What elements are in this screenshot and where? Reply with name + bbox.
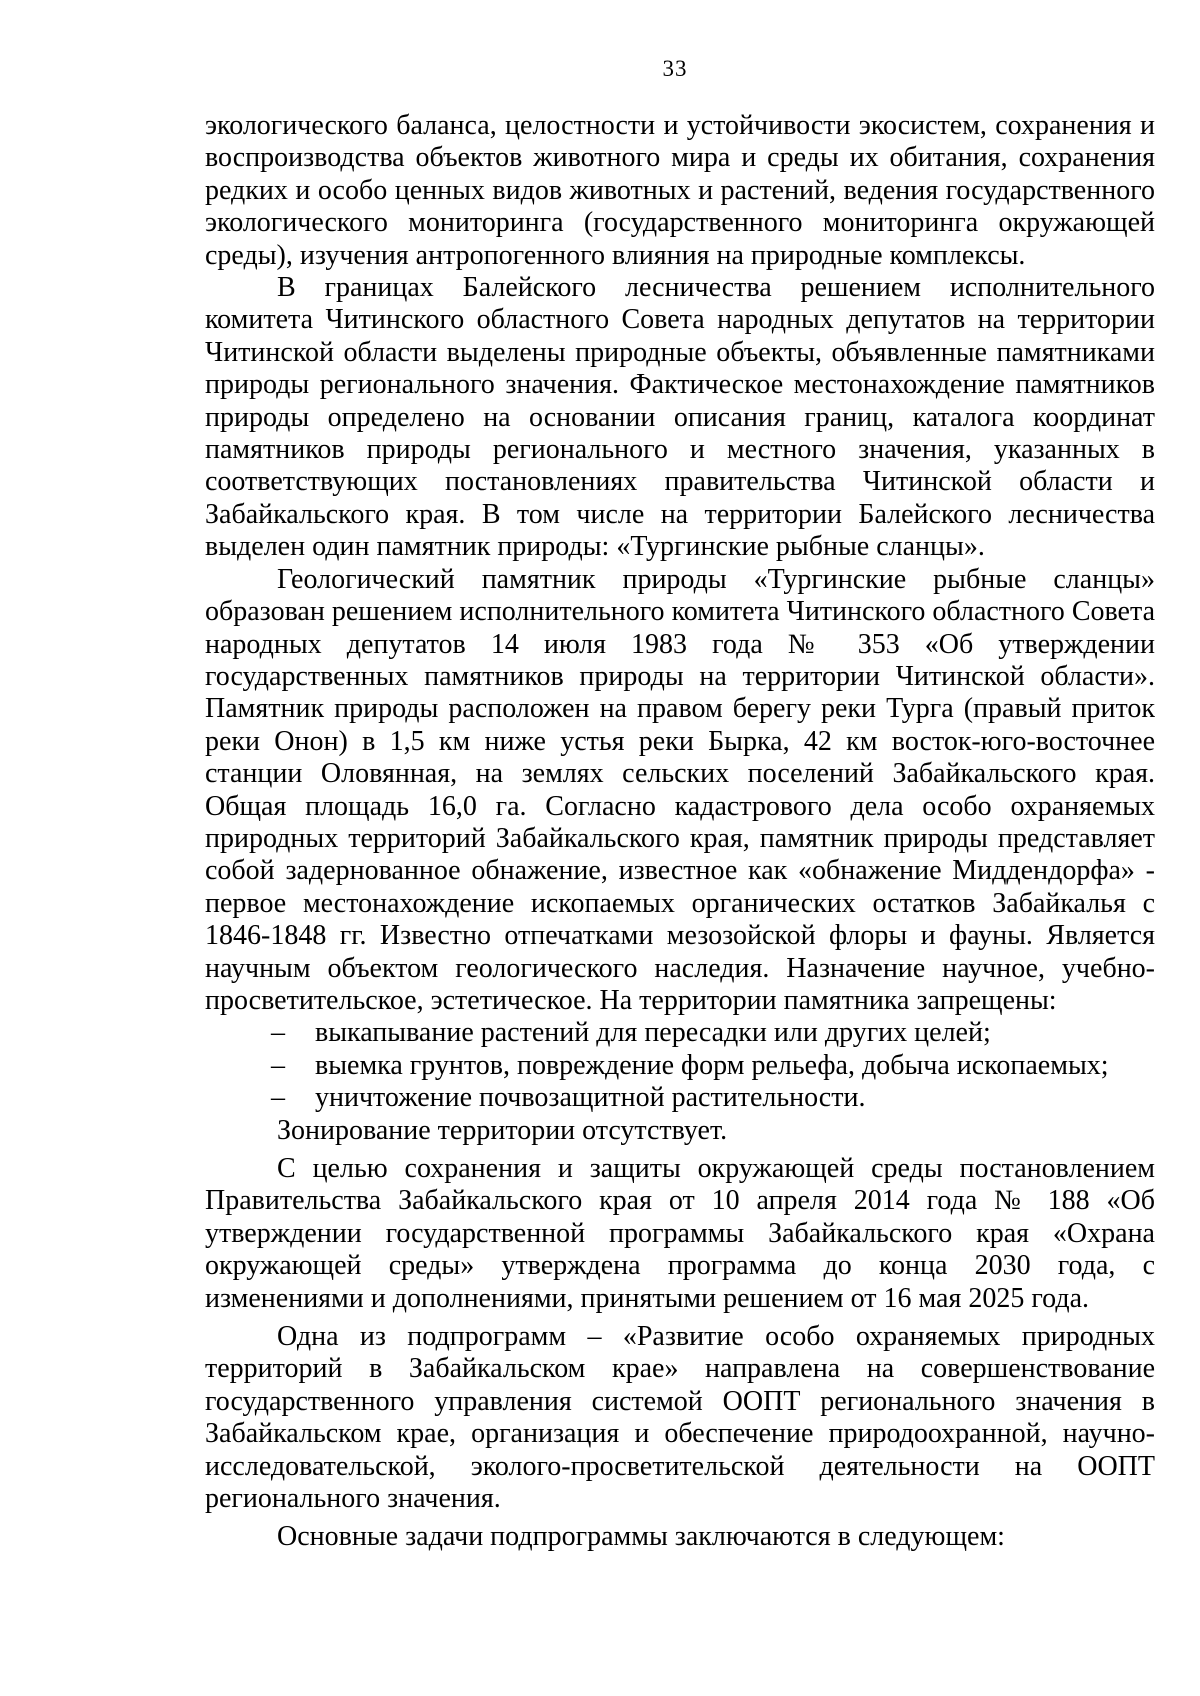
list-item-text: выемка грунтов, повреждение форм рельефа, добыча ископаемых;: [315, 1049, 1109, 1081]
list-marker: –: [271, 1049, 285, 1081]
paragraph-geological-monument: Геологический памятник природы «Тургинские рыбные сланцы» образован решением исполнительного комитета Читинского областного Совета народных депутатов 14 июля 1983 года № 353 «Об утверждении государственных памятников природы на территории Читинской области». Памятник природы расположен на правом берегу реки Турга (правый приток реки Онон) в 1,5 км ниже устья реки Бырка, 42 км восток-юго-восточнее станции Оловянная, на землях сельских поселений Забайкальского края. Общая площадь 16,0 га. Согласно кадастрового дела особо охраняемых природных территорий Забайкальского края, памятник природы представляет собой задернованное обнажение, известное как «обнажение Миддендорфа» - первое местонахождение ископаемых органических остатков Забайкалья с 1846-1848 гг. Известно отпечатками мезозойской флоры и фауны. Является научным объектом геологического наследия. Назначение научное, учебно-просветительское, эстетическое. На территории памятника запрещены:: [205, 563, 1155, 1016]
paragraph-zoning: Зонирование территории отсутствует.: [277, 1114, 728, 1146]
paragraph-baley-forestry: В границах Балейского лесничества решением исполнительного комитета Читинского областного Совета народных депутатов на территории Читинской области выделены природные объекты, объявленные памятниками природы регионального значения. Фактическое местонахождение памятников природы определено на основании описания границ, каталога координат памятников природы регионального и местного значения, указанных в соответствующих постановлениях правительства Читинской области и Забайкальского края. В том числе на территории Балейского лесничества выделен один памятник природы: «Тургинские рыбные сланцы».: [205, 272, 1155, 563]
document-body: [205, 110, 1155, 1554]
list-item: [205, 1082, 1155, 1114]
list-marker: –: [271, 1082, 285, 1114]
paragraph-state-program: С целью сохранения и защиты окружающей среды постановлением Правительства Забайкальского края от 10 апреля 2014 года № 188 «Об утверждении государственной программы Забайкальского края «Охрана окружающей среды» утверждена программа до конца 2030 года, с изменениями и дополнениями, принятыми решением от 16 мая 2025 года.: [205, 1153, 1155, 1314]
list-item-text: уничтожение почвозащитной растительности.: [315, 1082, 866, 1114]
prohibitions-list: [205, 1017, 1155, 1114]
paragraph-continued: экологического баланса, целостности и устойчивости экосистем, сохранения и воспроизводства объектов животного мира и среды их обитания, сохранения редких и особо ценных видов животных и растений, ведения государственного экологического мониторинга (государственного мониторинга окружающей среды), изучения антропогенного влияния на природные комплексы.: [205, 110, 1155, 271]
list-item-text: выкапывание растений для пересадки или других целей;: [315, 1017, 991, 1049]
list-item: [205, 1050, 1155, 1082]
paragraph-tasks-intro: Основные задачи подпрограммы заключаются в следующем:: [277, 1521, 1005, 1553]
list-item: [205, 1017, 1155, 1049]
list-marker: –: [271, 1017, 285, 1049]
paragraph-subprogram: Одна из подпрограмм – «Развитие особо охраняемых природных территорий в Забайкальском крае» направлена на совершенствование государственного управления системой ООПТ регионального значения в Забайкальском крае, организация и обеспечение природоохранной, научно-исследовательской, эколого-просветительской деятельности на ООПТ регионального значения.: [205, 1321, 1155, 1515]
page-number: 33: [662, 56, 688, 81]
